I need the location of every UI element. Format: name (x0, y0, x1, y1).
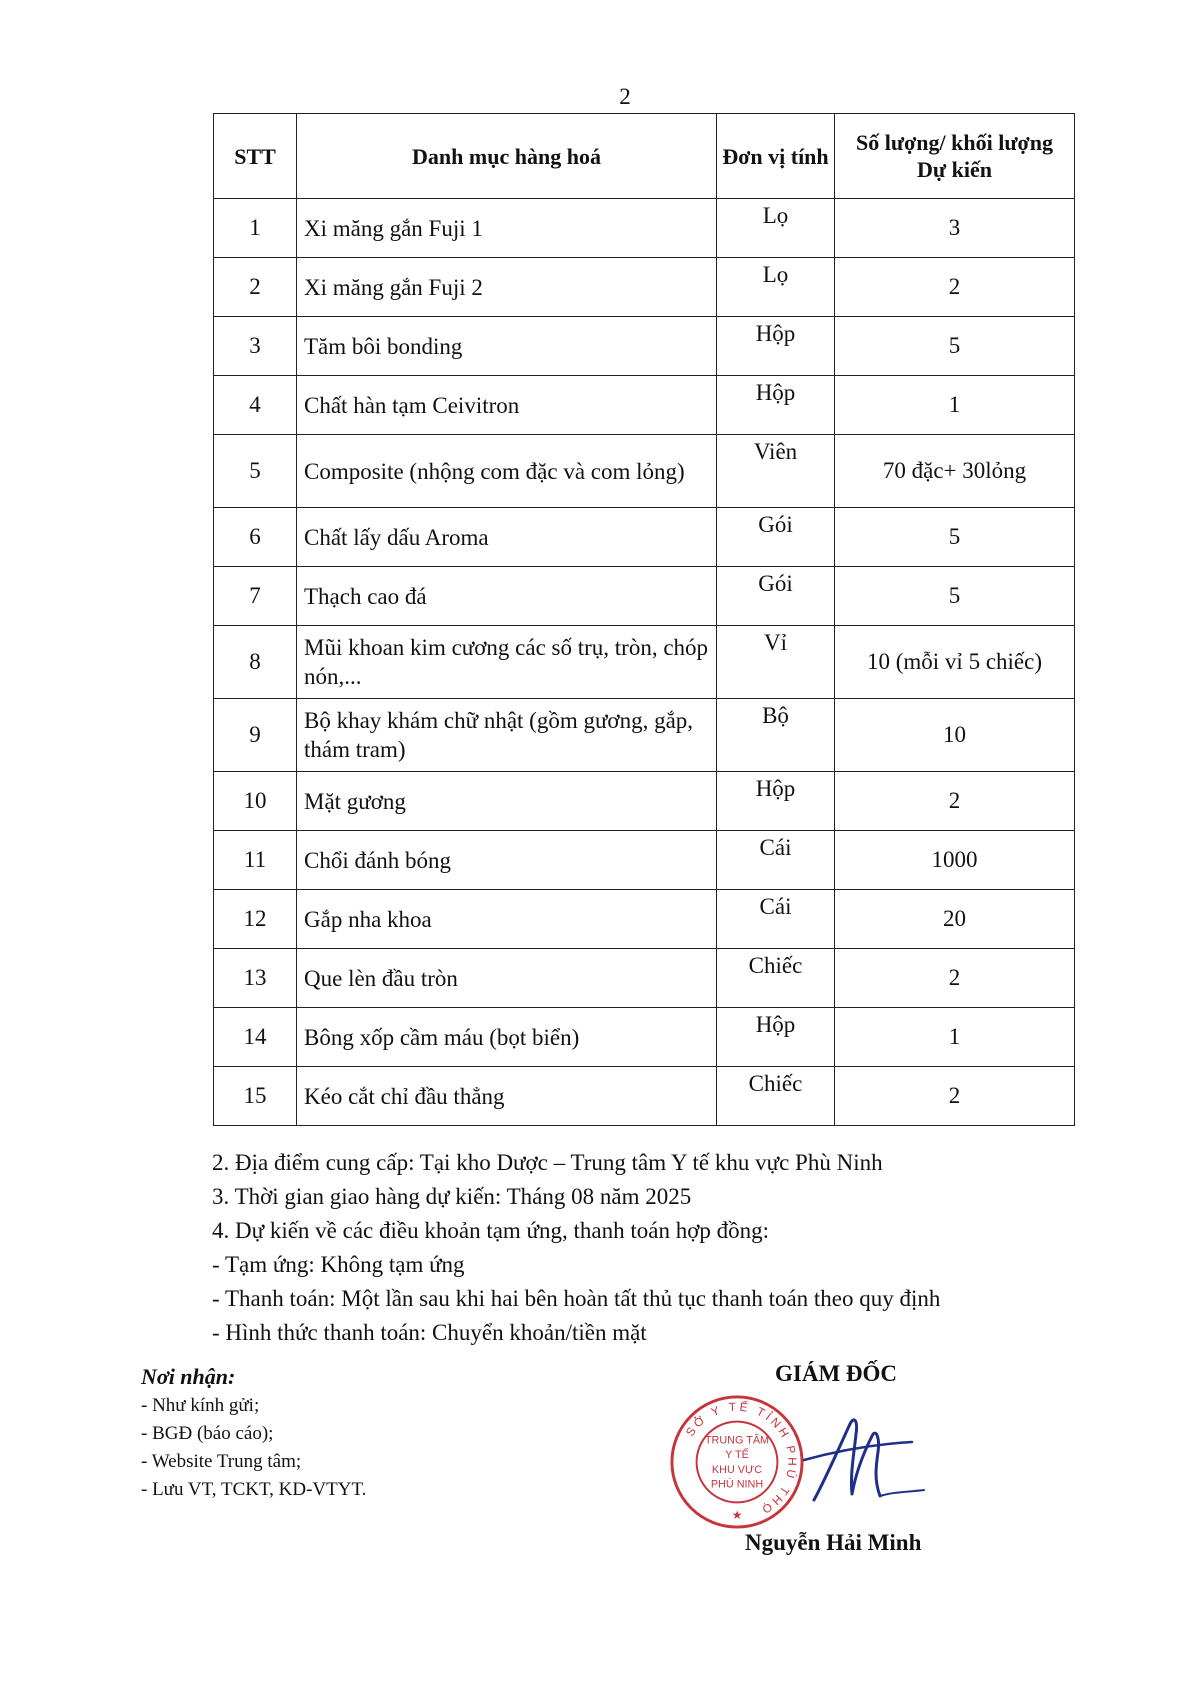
header-quantity-line2: Dự kiến (917, 157, 992, 182)
cell-item: Gắp nha khoa (297, 890, 717, 949)
cell-stt: 1 (214, 199, 297, 258)
table-row (214, 435, 1075, 508)
cell-quantity: 2 (835, 258, 1075, 317)
cell-item: Xi măng gắn Fuji 2 (297, 258, 717, 317)
signature-stroke-3 (880, 1490, 924, 1496)
term-payment-terms: 4. Dự kiến về các điều khoản tạm ứng, thanh toán hợp đồng: (212, 1218, 770, 1243)
cell-stt: 4 (214, 376, 297, 435)
header-quantity (835, 114, 1075, 199)
cell-item: Que lèn đầu tròn (297, 949, 717, 1008)
term-payment-method: - Hình thức thanh toán: Chuyển khoản/tiền mặt (212, 1320, 647, 1345)
cell-stt: 2 (214, 258, 297, 317)
table-row (214, 831, 1075, 890)
cell-quantity: 1 (835, 376, 1075, 435)
table-row (214, 199, 1075, 258)
cell-quantity: 20 (835, 890, 1075, 949)
cell-item: Chổi đánh bóng (297, 831, 717, 890)
cell-item: Bông xốp cầm máu (bọt biển) (297, 1008, 717, 1067)
cell-unit: Hộp (717, 772, 835, 831)
cell-quantity: 10 (mỗi vỉ 5 chiếc) (835, 626, 1075, 699)
cell-unit: Hộp (717, 317, 835, 376)
cell-item: Bộ khay khám chữ nhật (gồm gương, gắp, thám tram) (297, 699, 717, 772)
cell-stt: 11 (214, 831, 297, 890)
recipient-item: - Như kính gửi; (141, 1395, 260, 1416)
cell-stt: 8 (214, 626, 297, 699)
stamp-center-line-2: Y TẾ (725, 1449, 749, 1462)
cell-stt: 13 (214, 949, 297, 1008)
cell-quantity: 5 (835, 508, 1075, 567)
header-item: Danh mục hàng hoá (297, 114, 717, 199)
table-row (214, 258, 1075, 317)
cell-unit: Chiếc (717, 1067, 835, 1126)
cell-unit: Gói (717, 508, 835, 567)
signature-stroke-1 (814, 1420, 880, 1500)
table-row (214, 1008, 1075, 1067)
cell-quantity: 2 (835, 772, 1075, 831)
cell-stt: 10 (214, 772, 297, 831)
stamp-ring-textpath: SỞ Y TẾ TỈNH PHÚ THỌ (682, 1399, 800, 1519)
cell-unit: Gói (717, 567, 835, 626)
cell-stt: 6 (214, 508, 297, 567)
cell-unit: Viên (717, 435, 835, 508)
cell-item: Kéo cắt chỉ đầu thẳng (297, 1067, 717, 1126)
cell-item: Chất lấy dấu Aroma (297, 508, 717, 567)
cell-unit: Chiếc (717, 949, 835, 1008)
official-stamp-icon (668, 1393, 806, 1531)
cell-item: Xi măng gắn Fuji 1 (297, 199, 717, 258)
signature-stroke-2 (804, 1442, 912, 1460)
cell-unit: Hộp (717, 1008, 835, 1067)
table-row (214, 890, 1075, 949)
cell-stt: 3 (214, 317, 297, 376)
cell-stt: 9 (214, 699, 297, 772)
table-header-row (214, 114, 1075, 199)
recipients-heading: Nơi nhận: (141, 1364, 236, 1389)
recipient-item: - Lưu VT, TCKT, KD-VTYT. (141, 1479, 367, 1500)
header-quantity-line1: Số lượng/ khối lượng (856, 130, 1053, 155)
table-row (214, 772, 1075, 831)
cell-quantity: 2 (835, 1067, 1075, 1126)
table-row (214, 376, 1075, 435)
header-unit: Đơn vị tính (717, 114, 835, 199)
stamp-center-line-4: PHÙ NINH (710, 1478, 764, 1491)
table-row (214, 317, 1075, 376)
cell-unit: Hộp (717, 376, 835, 435)
table-row (214, 567, 1075, 626)
cell-stt: 14 (214, 1008, 297, 1067)
stamp-center-line-3: KHU VỰC (711, 1463, 763, 1476)
cell-stt: 7 (214, 567, 297, 626)
cell-item: Mũi khoan kim cương các số trụ, tròn, chóp nón,... (297, 626, 717, 699)
cell-quantity: 5 (835, 317, 1075, 376)
cell-quantity: 1 (835, 1008, 1075, 1067)
cell-stt: 15 (214, 1067, 297, 1126)
cell-quantity: 70 đặc+ 30lỏng (835, 435, 1075, 508)
term-advance: - Tạm ứng: Không tạm ứng (212, 1252, 465, 1277)
cell-unit: Vỉ (717, 626, 835, 699)
cell-quantity: 5 (835, 567, 1075, 626)
table-row (214, 626, 1075, 699)
cell-quantity: 10 (835, 699, 1075, 772)
cell-unit: Cái (717, 831, 835, 890)
recipients-block (141, 1362, 366, 1504)
table-row (214, 1067, 1075, 1126)
header-stt: STT (214, 114, 297, 199)
signer-name: Nguyễn Hải Minh (745, 1530, 922, 1555)
page-number: 2 (619, 84, 631, 109)
contract-terms (212, 1146, 940, 1350)
table-row (214, 949, 1075, 1008)
director-title: GIÁM ĐỐC (775, 1361, 898, 1386)
term-payment: - Thanh toán: Một lần sau khi hai bên hoàn tất thủ tục thanh toán theo quy định (212, 1286, 941, 1311)
cell-item: Thạch cao đá (297, 567, 717, 626)
stamp-star-icon: ★ (731, 1508, 743, 1523)
goods-table (213, 113, 1075, 1126)
cell-quantity: 1000 (835, 831, 1075, 890)
cell-unit: Bộ (717, 699, 835, 772)
term-location: 2. Địa điểm cung cấp: Tại kho Dược – Trung tâm Y tế khu vực Phù Ninh (212, 1150, 883, 1175)
cell-item: Tăm bôi bonding (297, 317, 717, 376)
recipient-item: - BGĐ (báo cáo); (141, 1423, 274, 1444)
cell-item: Composite (nhộng com đặc và com lỏng) (297, 435, 717, 508)
term-delivery: 3. Thời gian giao hàng dự kiến: Tháng 08 năm 2025 (212, 1184, 692, 1209)
cell-stt: 5 (214, 435, 297, 508)
cell-unit: Lọ (717, 199, 835, 258)
cell-unit: Cái (717, 890, 835, 949)
cell-stt: 12 (214, 890, 297, 949)
cell-quantity: 2 (835, 949, 1075, 1008)
cell-quantity: 3 (835, 199, 1075, 258)
cell-unit: Lọ (717, 258, 835, 317)
table-row (214, 508, 1075, 567)
stamp-center-line-1: TRUNG TÂM (704, 1434, 770, 1447)
recipient-item: - Website Trung tâm; (141, 1451, 302, 1472)
handwritten-signature-icon (800, 1408, 930, 1518)
table-row (214, 699, 1075, 772)
cell-item: Mặt gương (297, 772, 717, 831)
cell-item: Chất hàn tạm Ceivitron (297, 376, 717, 435)
